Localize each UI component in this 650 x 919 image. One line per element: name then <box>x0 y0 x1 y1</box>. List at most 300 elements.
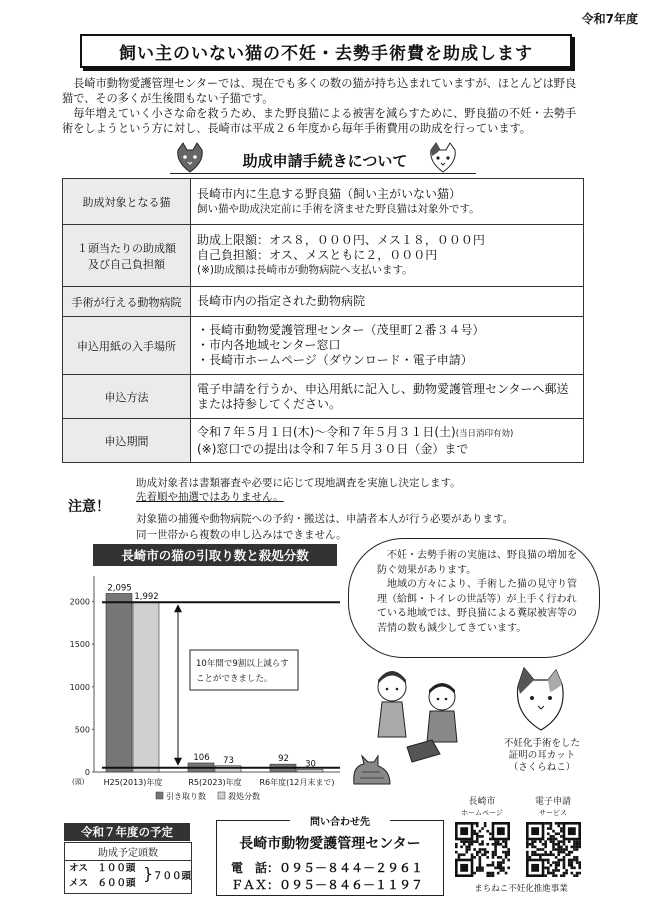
qr-module <box>494 848 497 851</box>
qr-module <box>565 846 568 849</box>
qr-module <box>557 832 560 835</box>
caption-line: 不妊化手術をした <box>503 738 580 749</box>
qr-module <box>484 851 487 854</box>
qr-module <box>497 872 500 875</box>
qr-module <box>531 827 539 835</box>
intro-paragraph-1: 長崎市動物愛護管理センターでは、現在でも多くの数の猫が持ち込まれていますが、ほとんどは野良猫で、その多くが生後間もない子猫です。 <box>62 77 577 105</box>
qr-module <box>526 840 529 843</box>
y-tick-label: 1000 <box>69 682 90 692</box>
location-item: ・長崎市動物愛護管理センター（茂里町２番３４号） <box>197 323 485 337</box>
qr-module <box>502 840 505 843</box>
qr-module <box>534 853 537 856</box>
location-item: ・市内各地域センター窓口 <box>197 338 341 352</box>
qr-module <box>565 872 568 875</box>
qr-module <box>563 874 566 877</box>
qr-module <box>557 843 560 846</box>
qr-module <box>492 874 495 877</box>
qr-module <box>484 822 487 825</box>
qr-module <box>486 872 489 875</box>
qr-module <box>507 859 510 862</box>
row-label: 助成対象となる猫 <box>63 179 191 225</box>
homepage-qr-code-icon[interactable] <box>455 822 510 877</box>
row-value <box>191 317 584 375</box>
qr-module <box>460 827 468 835</box>
qr-module <box>476 832 479 835</box>
qr-module <box>502 869 505 872</box>
qr-module <box>552 848 555 851</box>
qr-module <box>557 864 560 867</box>
qr-module <box>539 840 542 843</box>
qr-module <box>473 848 476 851</box>
qr-module <box>484 853 487 856</box>
qr-module <box>507 851 510 854</box>
qr-module <box>500 843 503 846</box>
qr-module <box>492 864 495 867</box>
qr-module <box>481 867 484 870</box>
qr-module <box>552 830 555 833</box>
qr-module <box>479 869 482 872</box>
qr-module <box>555 832 558 835</box>
qr-module <box>500 867 503 870</box>
row-label: 申込期間 <box>63 419 191 463</box>
qr-module <box>571 859 574 862</box>
qr-module <box>539 856 542 859</box>
qr-module <box>531 843 534 846</box>
qr-module <box>560 840 563 843</box>
qr-module <box>500 861 503 864</box>
qr-module <box>578 867 581 870</box>
qr-module <box>476 853 479 856</box>
qr-module <box>573 856 576 859</box>
e-application-qr-code-icon[interactable] <box>526 822 581 877</box>
qr-module <box>505 872 508 875</box>
intro-text <box>62 76 582 136</box>
qr-module <box>465 848 468 851</box>
qr-module <box>468 846 471 849</box>
notice-line-underlined: 先着順や抽選ではありません。 <box>136 491 284 503</box>
ear-cut-caption <box>488 738 596 774</box>
qr-module <box>544 859 547 862</box>
notice-line: 助成対象者は書類審査や必要に応じて現地調査を実施し決定します。 <box>136 477 461 489</box>
qr-module <box>560 830 563 833</box>
plan-male: オス １００頭 <box>69 863 136 874</box>
qr-module <box>578 840 581 843</box>
qr-label-homepage <box>453 797 511 819</box>
qr-module <box>502 846 505 849</box>
qr-module <box>536 848 539 851</box>
qr-module <box>563 848 566 851</box>
qr-module <box>571 864 574 867</box>
row-label: 手術が行える動物病院 <box>63 287 191 317</box>
bar-euthanized <box>297 769 323 772</box>
qr-module <box>550 840 553 843</box>
legend-label: 殺処分数 <box>228 792 260 801</box>
plan-brace: } <box>143 864 154 883</box>
qr-module <box>571 867 574 870</box>
qr-module <box>539 848 542 851</box>
tel-label: 電 話 <box>231 861 268 875</box>
qr-module <box>576 840 579 843</box>
qr-module <box>568 851 571 854</box>
ear-cut-cat-icon <box>510 664 572 734</box>
qr-module <box>526 851 529 854</box>
table-row <box>63 287 584 317</box>
notice-line: 同一世帯から複数の申し込みはできません。 <box>136 529 347 541</box>
x-tick-label: R6年度(12月末まで) <box>259 778 335 787</box>
qr-module <box>563 872 566 875</box>
qr-module <box>555 869 558 872</box>
qr-label-line: ホームページ <box>461 809 503 817</box>
qr-module <box>463 840 466 843</box>
qr-module <box>552 846 555 849</box>
speech-bubble <box>348 538 600 658</box>
y-unit-label: (頭) <box>72 778 85 786</box>
qr-module <box>489 874 492 877</box>
qr-module <box>560 859 563 862</box>
qr-module <box>494 853 497 856</box>
bar-euthanized <box>215 766 241 772</box>
contact-org: 長崎市動物愛護管理センター <box>239 836 421 852</box>
bar-value-label: 30 <box>305 759 316 770</box>
qr-module <box>460 846 463 849</box>
tel-row: 電 話：０９５－８４４－２９６１ <box>231 861 424 875</box>
qr-module <box>568 864 571 867</box>
qr-module <box>471 840 474 843</box>
qr-module <box>468 848 471 851</box>
qr-module <box>544 822 547 825</box>
qr-module <box>544 843 547 846</box>
qr-module <box>573 848 576 851</box>
qr-module <box>526 856 529 859</box>
qr-module <box>502 851 505 854</box>
arrow-head-up <box>174 604 182 612</box>
qr-module <box>494 843 497 846</box>
qr-module <box>497 840 500 843</box>
qr-footer: まちねこ不妊化推進事業 <box>474 884 568 894</box>
qr-module <box>473 832 476 835</box>
legend-label: 引き取り数 <box>166 792 206 801</box>
qr-module <box>534 846 537 849</box>
qr-module <box>531 864 539 872</box>
qr-module <box>576 848 579 851</box>
qr-module <box>578 861 581 864</box>
qr-module <box>526 843 529 846</box>
qr-module <box>473 840 476 843</box>
plan-box <box>64 842 192 894</box>
qr-module <box>573 867 576 870</box>
row-value: 長崎市内の指定された動物病院 <box>191 287 584 317</box>
qr-module <box>479 867 482 870</box>
row-label <box>63 225 191 287</box>
qr-module <box>576 872 579 875</box>
qr-module <box>476 840 479 843</box>
qr-module <box>455 843 458 846</box>
qr-module <box>531 853 534 856</box>
qr-module <box>479 861 482 864</box>
qr-module <box>494 840 497 843</box>
tabby-cat-icon <box>350 754 394 786</box>
qr-module <box>486 851 489 854</box>
qr-module <box>471 843 474 846</box>
qr-module <box>489 838 492 841</box>
qr-module <box>481 835 484 838</box>
qr-module <box>486 843 489 846</box>
qr-module <box>563 851 566 854</box>
qr-module <box>531 846 534 849</box>
qr-module <box>563 840 566 843</box>
qr-module <box>552 869 555 872</box>
qr-module <box>481 853 484 856</box>
qr-module <box>552 861 555 864</box>
qr-module <box>571 846 574 849</box>
qr-module <box>573 859 576 862</box>
row-label: 申込用紙の入手場所 <box>63 317 191 375</box>
qr-module <box>555 867 558 870</box>
qr-module <box>492 872 495 875</box>
plan-subtitle: 助成予定頭数 <box>65 843 191 861</box>
qr-module <box>492 861 495 864</box>
self-pay-text: 自己負担額：オス、メスともに２，０００円 <box>197 248 438 262</box>
qr-module <box>571 851 574 854</box>
qr-module <box>505 856 508 859</box>
qr-module <box>463 843 466 846</box>
qr-module <box>557 851 560 854</box>
legend-swatch <box>156 792 163 799</box>
fax-row: ＦＡＸ：０９５－８４６－１１９７ <box>231 878 424 892</box>
qr-module <box>568 853 571 856</box>
qr-module <box>544 851 547 854</box>
qr-module <box>492 853 495 856</box>
qr-module <box>542 853 545 856</box>
qr-module <box>492 851 495 854</box>
qr-module <box>563 843 566 846</box>
x-tick-label: H25(2013)年度 <box>103 778 163 787</box>
qr-module <box>550 838 553 841</box>
qr-module <box>479 856 482 859</box>
qr-module <box>555 874 558 877</box>
qr-module <box>476 851 479 854</box>
qr-module <box>568 859 571 862</box>
bar-value-label: 1,992 <box>134 592 159 603</box>
qr-module <box>576 843 579 846</box>
qr-module <box>547 853 550 856</box>
qr-module <box>552 853 555 856</box>
qr-module <box>536 853 539 856</box>
qr-module <box>473 830 476 833</box>
qr-module <box>552 840 555 843</box>
qr-module <box>547 867 550 870</box>
x-tick-label: R5(2023)年度 <box>188 778 242 787</box>
row-value <box>191 179 584 225</box>
qr-module <box>481 840 484 843</box>
qr-module <box>484 825 487 828</box>
qr-module <box>502 867 505 870</box>
qr-module <box>557 840 560 843</box>
qr-module <box>555 838 558 841</box>
caption-line: 証明の耳カット <box>508 750 576 761</box>
period-dates: 令和７年５月１日(木)～令和７年５月３１日(土) <box>197 424 456 439</box>
qr-module <box>557 846 560 849</box>
target-cat-text: 長崎市内に生息する野良猫（飼い主がいない猫） <box>197 186 462 201</box>
qr-module <box>476 835 479 838</box>
qr-module <box>534 851 537 854</box>
qr-module <box>550 835 553 838</box>
qr-module <box>529 856 532 859</box>
y-tick-label: 500 <box>74 725 90 735</box>
qr-module <box>497 867 500 870</box>
qr-module <box>552 835 555 838</box>
qr-module <box>555 848 558 851</box>
qr-module <box>500 869 503 872</box>
qr-module <box>502 859 505 862</box>
qr-module <box>500 856 503 859</box>
qr-module <box>465 851 468 854</box>
qr-module <box>507 848 510 851</box>
row-value <box>191 419 584 463</box>
qr-module <box>550 827 553 830</box>
qr-module <box>497 856 500 859</box>
qr-module <box>455 846 458 849</box>
qr-module <box>460 864 468 872</box>
qr-module <box>471 853 474 856</box>
qr-module <box>568 840 571 843</box>
qr-module <box>476 838 479 841</box>
qr-module <box>560 827 563 830</box>
qr-module <box>529 843 532 846</box>
table-row <box>63 225 584 287</box>
bar-value-label: 106 <box>193 752 210 763</box>
qr-module <box>460 853 463 856</box>
qr-module <box>486 830 489 833</box>
qr-module <box>489 832 492 835</box>
window-deadline: (※)窓口での提出は令和７年５月３０日（金）まで <box>197 441 469 456</box>
qr-module <box>576 874 579 877</box>
qr-module <box>557 859 560 862</box>
qr-module <box>544 874 547 877</box>
qr-module <box>534 840 537 843</box>
qr-module <box>560 835 563 838</box>
qr-module <box>557 825 560 828</box>
qr-module <box>578 872 581 875</box>
qr-module <box>531 851 534 854</box>
qr-module <box>473 856 476 859</box>
intro-paragraph-2: 毎年増えていく小さな命を救うため、また野良猫による被害を減らすために、野良猫の不妊・去勢手術をしようという方に対し、長崎市は平成２６年度から毎年手術費用の助成を行っています。 <box>62 107 577 135</box>
qr-module <box>468 840 471 843</box>
plan-total: ７００頭 <box>153 871 192 882</box>
qr-module <box>552 838 555 841</box>
qr-module <box>557 861 560 864</box>
postmark-note: (当日消印有効) <box>455 428 514 439</box>
qr-module <box>479 864 482 867</box>
period-text <box>197 425 577 442</box>
bubble-paragraph-1: 不妊・去勢手術の実施は、野良猫の増加を防ぐ効果があります。 <box>377 550 577 576</box>
tel-number[interactable]: ０９５－８４４－２９６１ <box>279 861 424 875</box>
qr-module <box>547 872 550 875</box>
qr-module <box>555 843 558 846</box>
qr-label-line: サービス <box>539 809 567 817</box>
qr-module <box>557 822 560 825</box>
qr-module <box>544 867 547 870</box>
qr-module <box>479 848 482 851</box>
qr-module <box>479 851 482 854</box>
qr-module <box>494 851 497 854</box>
qr-module <box>573 843 576 846</box>
fax-label: ＦＡＸ <box>231 878 268 892</box>
qr-module <box>563 867 566 870</box>
bubble-paragraph-2: 地域の方々により、手術した猫の見守り管理（給餌・トイレの世話等）が上手く行われている地域では、野良猫による糞尿被害等の苦情の数も減少してきています。 <box>377 579 577 634</box>
qr-module <box>505 843 508 846</box>
qr-module <box>497 861 500 864</box>
qr-module <box>476 867 479 870</box>
arrow-head-down <box>174 758 182 766</box>
row-value: 電子申請を行うか、申込用紙に記入し、動物愛護管理センターへ郵送または持参してください。 <box>191 375 584 419</box>
qr-module <box>576 846 579 849</box>
row-label-line2: 及び自己負担額 <box>88 257 165 271</box>
qr-module <box>557 869 560 872</box>
qr-module <box>565 853 568 856</box>
qr-module <box>547 869 550 872</box>
qr-module <box>550 853 553 856</box>
qr-module <box>547 827 550 830</box>
qr-module <box>552 872 555 875</box>
qr-module <box>471 856 474 859</box>
qr-module <box>557 848 560 851</box>
qr-module <box>497 827 505 835</box>
qr-module <box>560 846 563 849</box>
qr-module <box>486 864 489 867</box>
legend-swatch <box>218 792 225 799</box>
qr-module <box>547 861 550 864</box>
annotation-line-2: ことができました。 <box>196 674 273 684</box>
qr-module <box>458 853 461 856</box>
qr-module <box>547 822 550 825</box>
qr-module <box>565 869 568 872</box>
qr-module <box>576 861 579 864</box>
qr-module <box>578 846 581 849</box>
row-label-line1: １頭当たりの助成額 <box>77 241 176 255</box>
caption-line: （さくらねこ） <box>508 762 576 773</box>
qr-module <box>465 846 468 849</box>
qr-module <box>473 822 476 825</box>
qr-module <box>492 856 495 859</box>
qr-module <box>476 822 479 825</box>
qr-module <box>544 853 547 856</box>
qr-module <box>576 859 579 862</box>
qr-module <box>547 832 550 835</box>
qr-module <box>547 859 550 862</box>
bar-chart <box>60 566 350 806</box>
qr-module <box>544 840 547 843</box>
qr-module <box>479 843 482 846</box>
qr-module <box>576 856 579 859</box>
qr-module <box>468 843 471 846</box>
qr-module <box>479 835 482 838</box>
qr-module <box>486 856 489 859</box>
row-label: 申込方法 <box>63 375 191 419</box>
qr-module <box>526 846 529 849</box>
table-row <box>63 375 584 419</box>
target-cat-note: 飼い猫や助成決定前に手術を済ませた野良猫は対象外です。 <box>197 202 480 215</box>
qr-module <box>550 822 553 825</box>
qr-module <box>505 853 508 856</box>
bar-value-label: 92 <box>278 754 289 765</box>
qr-module <box>547 838 550 841</box>
qr-module <box>497 843 500 846</box>
bar-intake <box>106 593 132 772</box>
y-tick-label: 2000 <box>69 597 90 607</box>
qr-module <box>481 827 484 830</box>
qr-module <box>544 846 547 849</box>
